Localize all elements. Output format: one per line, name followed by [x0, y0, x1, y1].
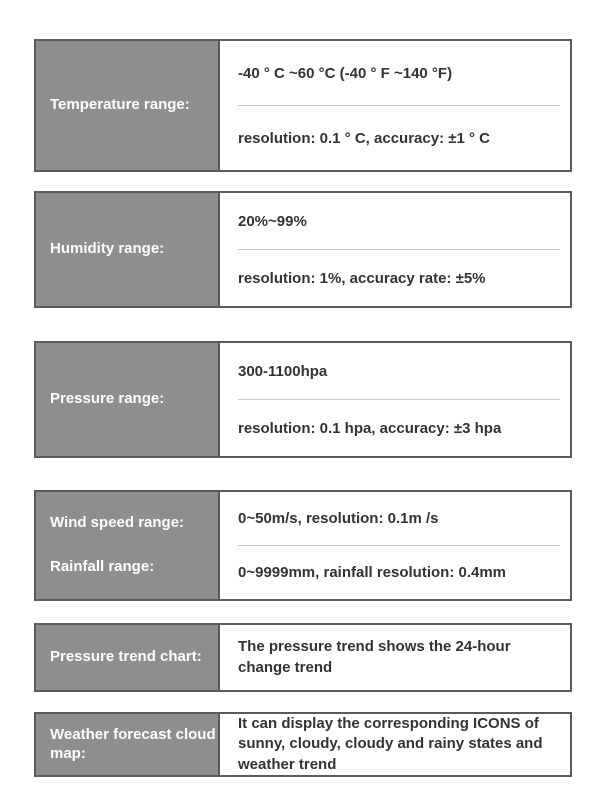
- pressure-trend-spec: [34, 623, 572, 692]
- pressure-trend-label: Pressure trend chart:: [36, 625, 220, 690]
- wind-rainfall-spec: [34, 490, 572, 601]
- weather-forecast-text: It can display the corresponding ICONS of sunny, cloudy, cloudy and rainy states and weather trend: [238, 715, 543, 773]
- temperature-values: [220, 41, 570, 170]
- humidity-spec: [34, 191, 572, 308]
- temperature-label: Temperature range:: [36, 41, 220, 170]
- pressure-resolution-value: resolution: 0.1 hpa, accuracy: ±3 hpa: [238, 419, 502, 437]
- pressure-trend-text: The pressure trend shows the 24-hour change trend: [238, 638, 511, 676]
- temperature-spec: [34, 39, 572, 172]
- pressure-values: [220, 343, 570, 456]
- humidity-values: [220, 193, 570, 306]
- wind-rainfall-values: [220, 492, 570, 599]
- pressure-range-value: 300-1100hpa: [238, 362, 328, 380]
- pressure-trend-values: [220, 625, 570, 690]
- humidity-label: Humidity range:: [36, 193, 220, 306]
- pressure-label: Pressure range:: [36, 343, 220, 456]
- temperature-range-value: -40 ° C ~60 °C (-40 ° F ~140 °F): [238, 64, 453, 82]
- wind-speed-label: Wind speed range:: [50, 514, 185, 532]
- wind-rainfall-labels: [36, 492, 220, 599]
- weather-forecast-values: [220, 714, 570, 775]
- rainfall-value: 0~9999mm, rainfall resolution: 0.4mm: [238, 564, 507, 581]
- rainfall-label: Rainfall range:: [50, 557, 155, 575]
- humidity-range-value: 20%~99%: [238, 212, 307, 230]
- weather-forecast-label: Weather forecast cloud map:: [36, 714, 220, 775]
- weather-forecast-spec: [34, 712, 572, 777]
- wind-speed-value: 0~50m/s, resolution: 0.1m /s: [238, 510, 439, 527]
- humidity-resolution-value: resolution: 1%, accuracy rate: ±5%: [238, 269, 486, 287]
- pressure-spec: [34, 341, 572, 458]
- temperature-resolution-value: resolution: 0.1 ° C, accuracy: ±1 ° C: [238, 129, 490, 147]
